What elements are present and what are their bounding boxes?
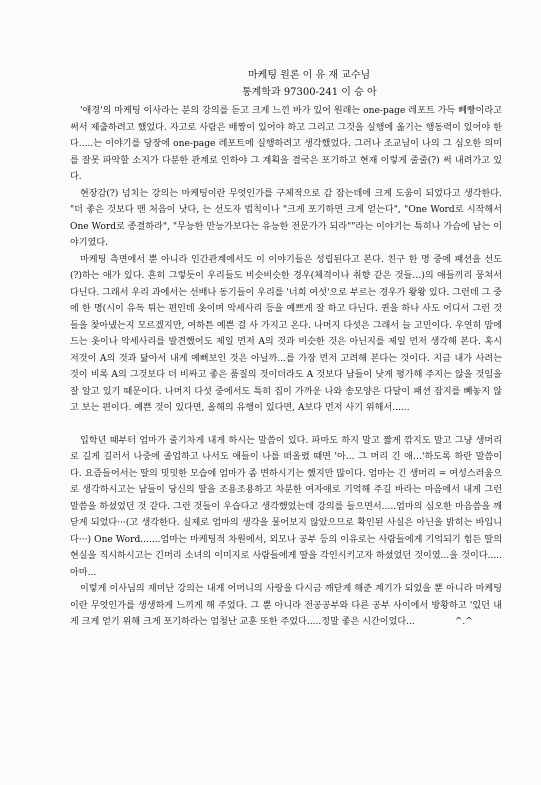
- conclusion-text: 이렇게 이사님의 재미난 강의는 내게 어머니의 사랑을 다시금 깨닫게 해준 계기가 되었을 뿐 아니라 마케팅이란 무엇인가를 생생하게 느끼게 해 주었다. 그 뿐 아니라 전공공부와 다른 공부 사이에서 방황하고 '있던 내게 크게 얻기 위해 크게 포기하라는 엄청난 교훈 또한 주었다.....정말 좋은 시간이었다...: [70, 584, 502, 627]
- course-professor-line: 마케팅 원론 이 유 재 교수님: [248, 70, 371, 81]
- paragraph-intro: '애경'의 마케팅 이사라는 분의 강의를 듣고 크게 느낀 바가 있어 원래는 one-page 레포트 가득 빼빵이라고 써서 제출하려고 했었다. 자고로 사람은 배짱이 있어야 하고 그리고 그것을 실행에 옮기는 행동력이 있어야 한다.....는 이야기를 당장에 one-page 레포트에 실행하려고 생각했었다. 그러나 조교님이 나의 그 심오한 의미를 잘못 파악할 소지가 다분한 관계로 인하야 그 계획을 결국은 포기하고 현재 이렇게 줄줄(?) 써 내려가고 있다.: [70, 106, 502, 182]
- paragraph-conclusion: [70, 581, 502, 631]
- smiley-mark: ^.^: [454, 617, 473, 627]
- paragraph-friends: 마케팅 측면에서 뿐 아니라 인간관계에서도 이 이야기들은 성립된다고 본다. 친구 한 명 중에 패션을 선도(?)하는 애가 있다. 흔히 그렇듯이 우리들도 비슷비슷한 경우(체격이나 취향 같은 것들…)의 애들끼리 뭉쳐서 다닌다. 그래서 우리 과에서는 선배나 동기들이 우리를 '너희 여섯'으로 부르는 경우가 왕왕 있다. 그런데 그 중에 한 명(시이 유독 튀는 편인데 옷이며 악세사리 등을 예쁘게 잘 하고 다닌다. 퀸을 하나 사도 어디서 그런 것들을 찾아냈는지 모르겠지만, 여하튼 예쁜 걸 사 가지고 온다. 나머지 다섯은 그래서 늘 고민이다. 우연히 맘에 드는 옷이나 악세사리를 발견했어도 제일 먼저 A의 것과 비슷한 것은 아닌지를 제일 먼저 생각해 본다. 혹시 저것이 A의 것과 닮아서 내게 예뻐보인 것은 아닐까...를 가장 먼저 고려해 본다는 것이다. 지금 내가 사려는 것이 비록 A의 그것보다 더 비싸고 좋은 품질의 것이더라도 A 것보다 남들이 낫게 평가해 주지는 않을 것임을 잘 알고 있기 때문이다. 나머지 다섯 중에서도 특히 집이 가까운 나와 송모양은 다달이 패션 잡지를 빼놓지 않고 보는 편이다. 예쁜 것이 있다면, 올해의 유행이 있다면, A보다 먼저 사기 위해서......: [70, 254, 502, 413]
- paragraph-lecture: 현장감(?) 넘치는 강의는 마케팅이란 무엇인가를 구체적으로 감 잡는데에 크게 도움이 되었다고 생각한다. "더 좋은 것보다 맨 처음이 낫다, 는 선도자 법칙이나 "크게 포기하면 크게 얻는다", "One Word로 시작해서 One Word로 종결하라", "무능한 만능가보다는 유능한 전문가가 되라""라는 이야기는 특히나 가슴에 남는 이야기였다.: [70, 188, 502, 248]
- student-info-line: 통계학과 97300-241 이 승 아: [242, 87, 377, 98]
- paragraph-mother: 입학년 때부터 엄마가 줄기차게 내게 하시는 말씀이 있다. 파마도 하지 말고 짧게 깎지도 말고 그냥 생머리로 길게 길러서 나중에 졸업하고 나서도 애들이 나를 떠올렸 때면 '아... 그 머리 긴 애…'하도록 하란 말씀이다. 요즘들어서는 딸의 밋밋한 모습에 엄마가 좀 변하시기는 했지만 많이다. 엄마는 긴 생머리 = 여성스러움으로 생각하시고는 남들이 당신의 딸을 조용조용하고 차분한 여자애로 기억해 주길 바라는 마음에서 내게 그런 말씀을 하셨었던 것 같다. 그런 것들이 우습다고 생각했었는데 강의를 들으면서.....엄마의 심오한 마음씀을 깨닫게 되었다···(고 생각한다. 실제로 엄마의 생각을 물어보지 않았으므로 확인된 사실은 아닌을 밝히는 바입니다···) One Word.......엄마는 마케팅적 차원에서, 외모나 공부 등의 이유로는 사람들에게 기억되기 힘든 딸의 현실을 직시하시고는 긴머리 소녀의 이미지로 사람들에게 딸을 각인시키고자 하셨었던 것이였...을 것이다.....아마...: [70, 435, 502, 578]
- document-body: [70, 103, 502, 631]
